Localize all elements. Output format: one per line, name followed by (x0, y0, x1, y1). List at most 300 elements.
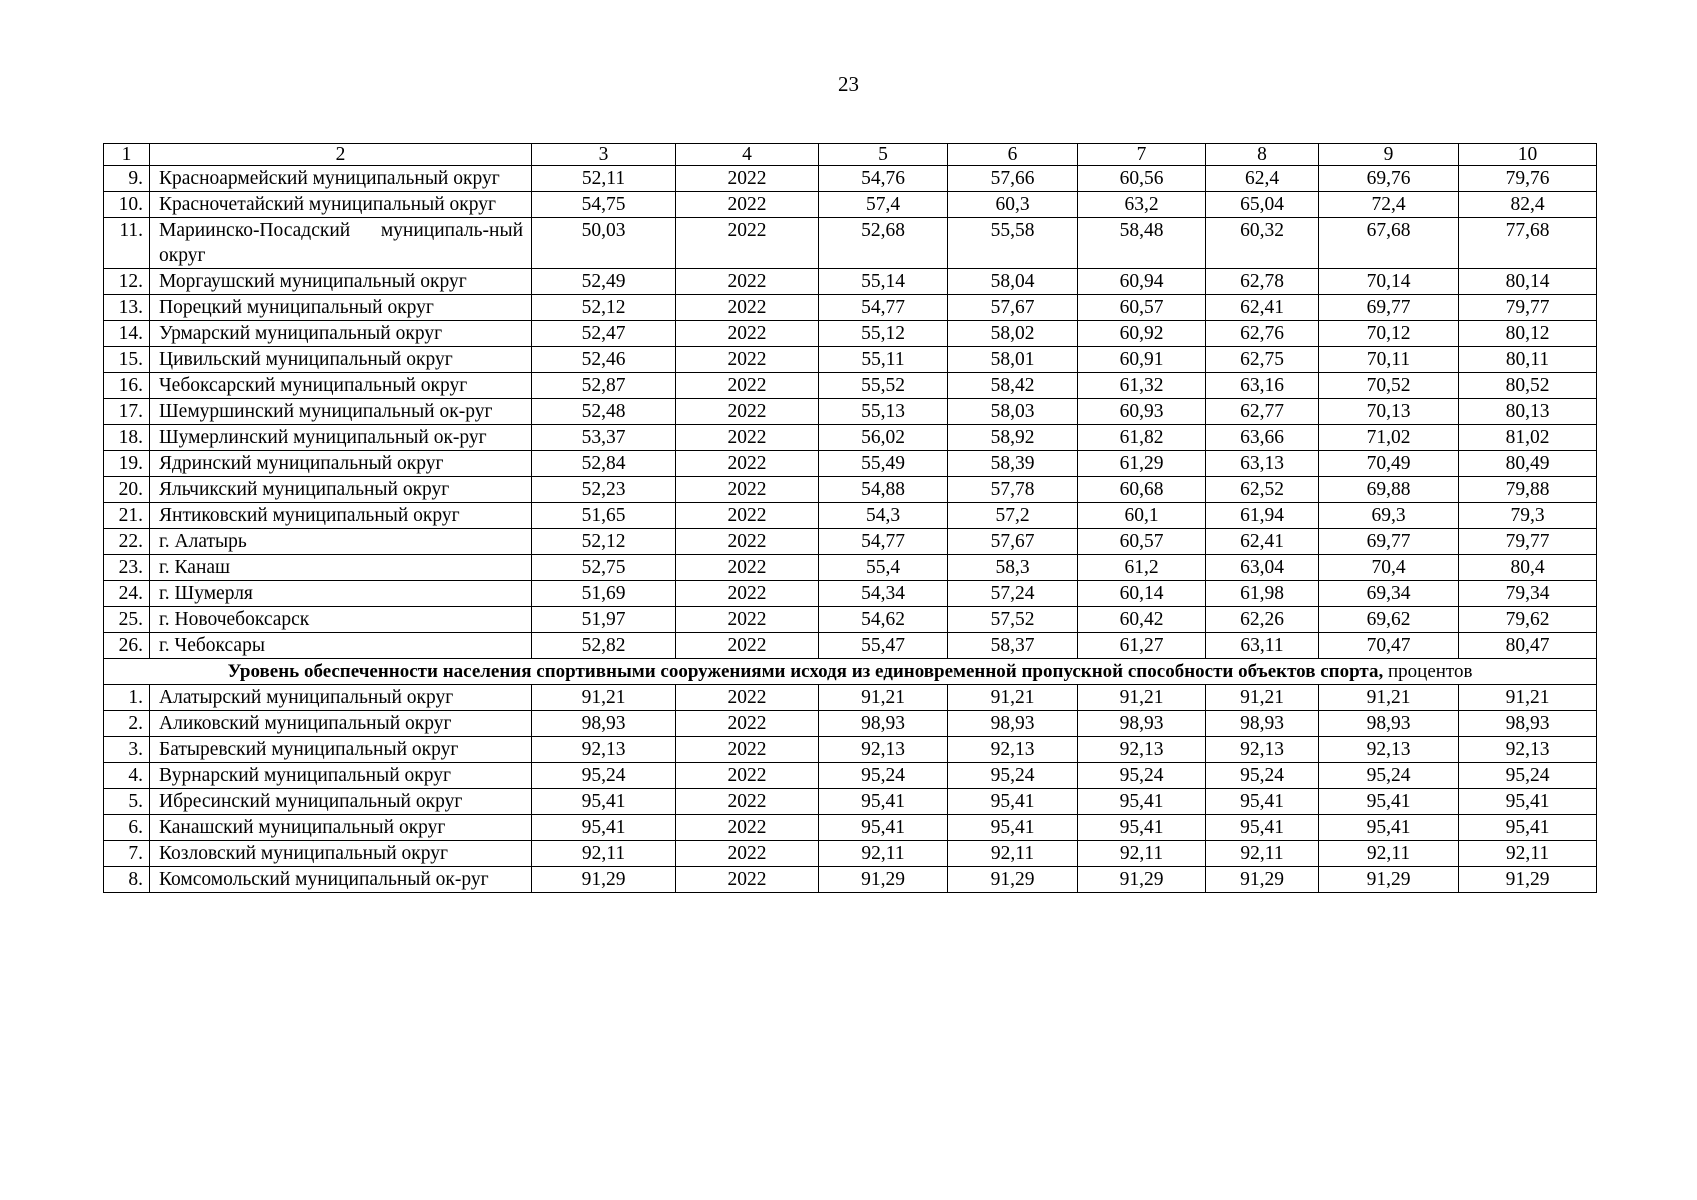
value-cell: 2022 (676, 555, 819, 581)
value-cell: 62,41 (1206, 295, 1319, 321)
value-cell: 98,93 (1459, 711, 1597, 737)
value-cell: 62,52 (1206, 477, 1319, 503)
municipality-name: Красночетайский муниципальный округ (150, 192, 532, 218)
value-cell: 95,41 (532, 789, 676, 815)
value-cell: 51,97 (532, 607, 676, 633)
table-row (104, 711, 1597, 737)
value-cell: 2022 (676, 373, 819, 399)
table-row (104, 737, 1597, 763)
value-cell: 2022 (676, 867, 819, 893)
row-number: 22. (104, 529, 150, 555)
row-number: 6. (104, 815, 150, 841)
value-cell: 57,52 (948, 607, 1078, 633)
section-title-unit: процентов (1383, 661, 1473, 682)
section-header-row (104, 659, 1597, 685)
value-cell: 2022 (676, 633, 819, 659)
value-cell: 95,24 (948, 763, 1078, 789)
value-cell: 2022 (676, 737, 819, 763)
column-number-header: 10 (1459, 144, 1597, 166)
value-cell: 58,48 (1078, 218, 1206, 269)
value-cell: 91,29 (1459, 867, 1597, 893)
table-row (104, 763, 1597, 789)
value-cell: 70,12 (1319, 321, 1459, 347)
value-cell: 2022 (676, 347, 819, 373)
value-cell: 92,13 (1078, 737, 1206, 763)
row-number: 12. (104, 269, 150, 295)
value-cell: 57,66 (948, 166, 1078, 192)
value-cell: 54,77 (819, 295, 948, 321)
value-cell: 52,82 (532, 633, 676, 659)
value-cell: 2022 (676, 269, 819, 295)
table-row (104, 841, 1597, 867)
value-cell: 2022 (676, 685, 819, 711)
table-row (104, 607, 1597, 633)
value-cell: 95,24 (1319, 763, 1459, 789)
municipality-name: Шумерлинский муниципальный ок-руг (150, 425, 532, 451)
value-cell: 91,29 (532, 867, 676, 893)
row-number: 14. (104, 321, 150, 347)
municipality-name: Козловский муниципальный округ (150, 841, 532, 867)
municipality-name: Чебоксарский муниципальный округ (150, 373, 532, 399)
value-cell: 91,21 (819, 685, 948, 711)
value-cell: 60,57 (1078, 295, 1206, 321)
value-cell: 77,68 (1459, 218, 1597, 269)
value-cell: 92,13 (1206, 737, 1319, 763)
row-number: 25. (104, 607, 150, 633)
value-cell: 54,75 (532, 192, 676, 218)
value-cell: 50,03 (532, 218, 676, 269)
row-number: 11. (104, 218, 150, 269)
value-cell: 92,11 (1459, 841, 1597, 867)
municipality-name: г. Канаш (150, 555, 532, 581)
value-cell: 91,29 (1319, 867, 1459, 893)
value-cell: 2022 (676, 451, 819, 477)
value-cell: 98,93 (1078, 711, 1206, 737)
municipality-name: г. Чебоксары (150, 633, 532, 659)
table-row (104, 218, 1597, 269)
row-number: 10. (104, 192, 150, 218)
value-cell: 92,11 (1319, 841, 1459, 867)
row-number: 26. (104, 633, 150, 659)
value-cell: 61,94 (1206, 503, 1319, 529)
value-cell: 80,12 (1459, 321, 1597, 347)
table-row (104, 477, 1597, 503)
value-cell: 62,78 (1206, 269, 1319, 295)
value-cell: 95,41 (948, 789, 1078, 815)
municipality-name: Вурнарский муниципальный округ (150, 763, 532, 789)
value-cell: 2022 (676, 529, 819, 555)
row-number: 23. (104, 555, 150, 581)
value-cell: 63,16 (1206, 373, 1319, 399)
value-cell: 55,58 (948, 218, 1078, 269)
municipality-name: Комсомольский муниципальный ок-руг (150, 867, 532, 893)
value-cell: 58,03 (948, 399, 1078, 425)
value-cell: 95,41 (1078, 815, 1206, 841)
value-cell: 91,21 (948, 685, 1078, 711)
value-cell: 69,62 (1319, 607, 1459, 633)
value-cell: 57,4 (819, 192, 948, 218)
column-number-header: 6 (948, 144, 1078, 166)
value-cell: 62,41 (1206, 529, 1319, 555)
value-cell: 54,88 (819, 477, 948, 503)
municipality-name: Аликовский муниципальный округ (150, 711, 532, 737)
value-cell: 79,3 (1459, 503, 1597, 529)
column-number-header-row (104, 144, 1597, 166)
value-cell: 69,34 (1319, 581, 1459, 607)
value-cell: 60,42 (1078, 607, 1206, 633)
value-cell: 70,52 (1319, 373, 1459, 399)
value-cell: 2022 (676, 789, 819, 815)
value-cell: 95,41 (819, 789, 948, 815)
column-number-header: 5 (819, 144, 948, 166)
indicator-table (103, 143, 1597, 893)
value-cell: 91,29 (819, 867, 948, 893)
value-cell: 80,13 (1459, 399, 1597, 425)
municipality-name: Шемуршинский муниципальный ок-руг (150, 399, 532, 425)
value-cell: 2022 (676, 218, 819, 269)
value-cell: 52,75 (532, 555, 676, 581)
table-row (104, 347, 1597, 373)
value-cell: 57,78 (948, 477, 1078, 503)
value-cell: 2022 (676, 607, 819, 633)
value-cell: 71,02 (1319, 425, 1459, 451)
row-number: 21. (104, 503, 150, 529)
column-number-header: 7 (1078, 144, 1206, 166)
value-cell: 95,41 (532, 815, 676, 841)
row-number: 13. (104, 295, 150, 321)
value-cell: 95,41 (819, 815, 948, 841)
value-cell: 2022 (676, 711, 819, 737)
value-cell: 61,82 (1078, 425, 1206, 451)
municipality-name: г. Новочебоксарск (150, 607, 532, 633)
value-cell: 91,21 (1319, 685, 1459, 711)
value-cell: 52,84 (532, 451, 676, 477)
value-cell: 52,23 (532, 477, 676, 503)
value-cell: 54,3 (819, 503, 948, 529)
value-cell: 54,76 (819, 166, 948, 192)
value-cell: 52,48 (532, 399, 676, 425)
municipality-name: Ибресинский муниципальный округ (150, 789, 532, 815)
value-cell: 53,37 (532, 425, 676, 451)
value-cell: 98,93 (1319, 711, 1459, 737)
row-number: 9. (104, 166, 150, 192)
value-cell: 54,77 (819, 529, 948, 555)
value-cell: 70,14 (1319, 269, 1459, 295)
value-cell: 92,11 (819, 841, 948, 867)
row-number: 15. (104, 347, 150, 373)
value-cell: 80,4 (1459, 555, 1597, 581)
table-row (104, 867, 1597, 893)
value-cell: 69,77 (1319, 295, 1459, 321)
value-cell: 57,67 (948, 529, 1078, 555)
value-cell: 62,26 (1206, 607, 1319, 633)
value-cell: 95,41 (948, 815, 1078, 841)
row-number: 8. (104, 867, 150, 893)
value-cell: 79,34 (1459, 581, 1597, 607)
value-cell: 2022 (676, 477, 819, 503)
municipality-name: Канашский муниципальный округ (150, 815, 532, 841)
value-cell: 51,69 (532, 581, 676, 607)
value-cell: 63,04 (1206, 555, 1319, 581)
value-cell: 70,11 (1319, 347, 1459, 373)
value-cell: 80,14 (1459, 269, 1597, 295)
value-cell: 55,13 (819, 399, 948, 425)
value-cell: 62,4 (1206, 166, 1319, 192)
municipality-name: Порецкий муниципальный округ (150, 295, 532, 321)
value-cell: 91,21 (1206, 685, 1319, 711)
value-cell: 92,11 (1078, 841, 1206, 867)
value-cell: 79,88 (1459, 477, 1597, 503)
value-cell: 91,21 (1459, 685, 1597, 711)
value-cell: 55,47 (819, 633, 948, 659)
table-row (104, 555, 1597, 581)
value-cell: 95,24 (1459, 763, 1597, 789)
value-cell: 91,29 (1206, 867, 1319, 893)
value-cell: 92,13 (1319, 737, 1459, 763)
value-cell: 80,49 (1459, 451, 1597, 477)
value-cell: 63,11 (1206, 633, 1319, 659)
value-cell: 95,41 (1459, 789, 1597, 815)
value-cell: 62,76 (1206, 321, 1319, 347)
value-cell: 79,62 (1459, 607, 1597, 633)
value-cell: 63,66 (1206, 425, 1319, 451)
value-cell: 79,77 (1459, 295, 1597, 321)
value-cell: 52,68 (819, 218, 948, 269)
value-cell: 92,13 (1459, 737, 1597, 763)
value-cell: 61,98 (1206, 581, 1319, 607)
value-cell: 81,02 (1459, 425, 1597, 451)
value-cell: 95,24 (819, 763, 948, 789)
value-cell: 69,3 (1319, 503, 1459, 529)
value-cell: 52,49 (532, 269, 676, 295)
value-cell: 60,3 (948, 192, 1078, 218)
value-cell: 92,13 (948, 737, 1078, 763)
column-number-header: 9 (1319, 144, 1459, 166)
column-number-header: 8 (1206, 144, 1319, 166)
value-cell: 60,92 (1078, 321, 1206, 347)
value-cell: 92,13 (532, 737, 676, 763)
value-cell: 70,49 (1319, 451, 1459, 477)
value-cell: 54,34 (819, 581, 948, 607)
value-cell: 58,42 (948, 373, 1078, 399)
value-cell: 80,52 (1459, 373, 1597, 399)
value-cell: 60,93 (1078, 399, 1206, 425)
municipality-name: г. Шумерля (150, 581, 532, 607)
row-number: 7. (104, 841, 150, 867)
row-number: 5. (104, 789, 150, 815)
row-number: 1. (104, 685, 150, 711)
row-number: 17. (104, 399, 150, 425)
municipality-name: Ядринский муниципальный округ (150, 451, 532, 477)
value-cell: 91,21 (1078, 685, 1206, 711)
value-cell: 95,41 (1319, 815, 1459, 841)
value-cell: 2022 (676, 581, 819, 607)
table-row (104, 192, 1597, 218)
value-cell: 2022 (676, 295, 819, 321)
value-cell: 91,29 (948, 867, 1078, 893)
table-row (104, 269, 1597, 295)
municipality-name: Алатырский муниципальный округ (150, 685, 532, 711)
value-cell: 58,92 (948, 425, 1078, 451)
row-number: 4. (104, 763, 150, 789)
column-number-header: 2 (150, 144, 532, 166)
value-cell: 60,1 (1078, 503, 1206, 529)
municipality-name: г. Алатырь (150, 529, 532, 555)
municipality-name: Урмарский муниципальный округ (150, 321, 532, 347)
value-cell: 95,41 (1078, 789, 1206, 815)
value-cell: 58,3 (948, 555, 1078, 581)
table-row (104, 373, 1597, 399)
value-cell: 62,77 (1206, 399, 1319, 425)
value-cell: 95,41 (1459, 815, 1597, 841)
value-cell: 98,93 (948, 711, 1078, 737)
value-cell: 95,41 (1206, 789, 1319, 815)
table-row (104, 503, 1597, 529)
value-cell: 55,4 (819, 555, 948, 581)
value-cell: 95,24 (1078, 763, 1206, 789)
value-cell: 95,41 (1206, 815, 1319, 841)
value-cell: 52,12 (532, 295, 676, 321)
value-cell: 58,37 (948, 633, 1078, 659)
value-cell: 2022 (676, 321, 819, 347)
value-cell: 95,24 (1206, 763, 1319, 789)
value-cell: 54,62 (819, 607, 948, 633)
table-row (104, 581, 1597, 607)
value-cell: 60,56 (1078, 166, 1206, 192)
table-row (104, 321, 1597, 347)
table-row (104, 633, 1597, 659)
row-number: 19. (104, 451, 150, 477)
value-cell: 2022 (676, 841, 819, 867)
value-cell: 61,27 (1078, 633, 1206, 659)
value-cell: 98,93 (1206, 711, 1319, 737)
value-cell: 60,94 (1078, 269, 1206, 295)
value-cell: 52,87 (532, 373, 676, 399)
value-cell: 65,04 (1206, 192, 1319, 218)
table-row (104, 295, 1597, 321)
value-cell: 58,04 (948, 269, 1078, 295)
table-row (104, 399, 1597, 425)
municipality-name: Батыревский муниципальный округ (150, 737, 532, 763)
value-cell: 79,77 (1459, 529, 1597, 555)
value-cell: 91,21 (532, 685, 676, 711)
value-cell: 58,39 (948, 451, 1078, 477)
value-cell: 79,76 (1459, 166, 1597, 192)
municipality-name: Яльчикский муниципальный округ (150, 477, 532, 503)
value-cell: 57,2 (948, 503, 1078, 529)
value-cell: 63,2 (1078, 192, 1206, 218)
value-cell: 60,14 (1078, 581, 1206, 607)
value-cell: 98,93 (532, 711, 676, 737)
row-number: 18. (104, 425, 150, 451)
value-cell: 67,68 (1319, 218, 1459, 269)
value-cell: 69,77 (1319, 529, 1459, 555)
table-row (104, 425, 1597, 451)
section-title (104, 659, 1597, 685)
value-cell: 60,91 (1078, 347, 1206, 373)
value-cell: 55,52 (819, 373, 948, 399)
value-cell: 61,29 (1078, 451, 1206, 477)
value-cell: 70,13 (1319, 399, 1459, 425)
row-number: 24. (104, 581, 150, 607)
row-number: 16. (104, 373, 150, 399)
value-cell: 55,49 (819, 451, 948, 477)
row-number: 20. (104, 477, 150, 503)
value-cell: 2022 (676, 815, 819, 841)
value-cell: 2022 (676, 192, 819, 218)
value-cell: 98,93 (819, 711, 948, 737)
value-cell: 70,4 (1319, 555, 1459, 581)
value-cell: 82,4 (1459, 192, 1597, 218)
column-number-header: 4 (676, 144, 819, 166)
table-row (104, 451, 1597, 477)
value-cell: 2022 (676, 503, 819, 529)
value-cell: 60,32 (1206, 218, 1319, 269)
value-cell: 57,24 (948, 581, 1078, 607)
value-cell: 62,75 (1206, 347, 1319, 373)
value-cell: 52,47 (532, 321, 676, 347)
value-cell: 2022 (676, 763, 819, 789)
municipality-name: Моргаушский муниципальный округ (150, 269, 532, 295)
table-row (104, 815, 1597, 841)
municipality-name: Мариинско-Посадский муниципаль-ный округ (150, 218, 532, 269)
value-cell: 55,11 (819, 347, 948, 373)
section-title-bold: Уровень обеспеченности населения спортивными сооружениями исходя из единовременной пропускной способности объектов спорта, (227, 661, 1384, 682)
value-cell: 52,11 (532, 166, 676, 192)
value-cell: 2022 (676, 399, 819, 425)
value-cell: 2022 (676, 166, 819, 192)
value-cell: 55,12 (819, 321, 948, 347)
value-cell: 60,57 (1078, 529, 1206, 555)
value-cell: 51,65 (532, 503, 676, 529)
value-cell: 56,02 (819, 425, 948, 451)
value-cell: 61,2 (1078, 555, 1206, 581)
value-cell: 92,13 (819, 737, 948, 763)
value-cell: 95,41 (1319, 789, 1459, 815)
value-cell: 70,47 (1319, 633, 1459, 659)
municipality-name: Янтиковский муниципальный округ (150, 503, 532, 529)
table-row (104, 685, 1597, 711)
value-cell: 58,01 (948, 347, 1078, 373)
value-cell: 72,4 (1319, 192, 1459, 218)
column-number-header: 3 (532, 144, 676, 166)
value-cell: 55,14 (819, 269, 948, 295)
page-number: 23 (838, 72, 859, 96)
value-cell: 52,12 (532, 529, 676, 555)
row-number: 2. (104, 711, 150, 737)
value-cell: 91,29 (1078, 867, 1206, 893)
value-cell: 58,02 (948, 321, 1078, 347)
value-cell: 61,32 (1078, 373, 1206, 399)
value-cell: 80,47 (1459, 633, 1597, 659)
municipality-name: Цивильский муниципальный округ (150, 347, 532, 373)
value-cell: 52,46 (532, 347, 676, 373)
value-cell: 95,24 (532, 763, 676, 789)
value-cell: 57,67 (948, 295, 1078, 321)
value-cell: 2022 (676, 425, 819, 451)
value-cell: 92,11 (948, 841, 1078, 867)
value-cell: 69,88 (1319, 477, 1459, 503)
table-row (104, 166, 1597, 192)
value-cell: 92,11 (532, 841, 676, 867)
value-cell: 80,11 (1459, 347, 1597, 373)
column-number-header: 1 (104, 144, 150, 166)
value-cell: 63,13 (1206, 451, 1319, 477)
value-cell: 92,11 (1206, 841, 1319, 867)
value-cell: 60,68 (1078, 477, 1206, 503)
municipality-name: Красноармейский муниципальный округ (150, 166, 532, 192)
table-row (104, 789, 1597, 815)
